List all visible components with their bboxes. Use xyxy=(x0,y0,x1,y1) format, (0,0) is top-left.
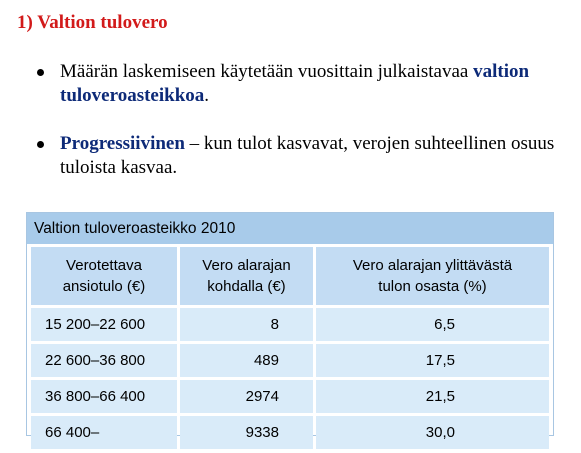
cell-income: 22 600–36 800 xyxy=(31,344,177,377)
cell-base-tax: 8 xyxy=(180,308,313,341)
header-rate xyxy=(316,247,549,305)
cell-income: 66 400– xyxy=(31,416,177,449)
header-rate-line2: tulon osasta (%) xyxy=(378,278,487,295)
header-base-tax-line1: Vero alarajan xyxy=(202,257,291,274)
bullet-1-text: Määrän laskemiseen käytetään vuosittain julkaistavaa xyxy=(60,61,474,82)
cell-rate: 17,5 xyxy=(316,344,549,377)
bullet-1-highlight: valtion tuloveroasteikkoa xyxy=(60,61,530,106)
cell-base-tax: 9338 xyxy=(180,416,313,449)
header-base-tax xyxy=(180,247,313,305)
cell-rate: 21,5 xyxy=(316,380,549,413)
bullet-2-highlight: Progressiivinen xyxy=(60,133,185,154)
cell-income: 15 200–22 600 xyxy=(31,308,177,341)
cell-income: 36 800–66 400 xyxy=(31,380,177,413)
tax-scale-table xyxy=(26,212,554,441)
bullet-2-text: – kun tulot kasvavat, verojen suhteellinen osuus tuloista kasvaa. xyxy=(60,133,555,178)
bullet-item-1 xyxy=(35,60,565,108)
header-base-tax-line2: kohdalla (€) xyxy=(207,278,286,295)
table-caption: Valtion tuloveroasteikko 2010 xyxy=(27,213,553,244)
bullet-1-tail: . xyxy=(204,85,210,106)
bullet-dot-icon xyxy=(37,69,44,76)
header-income-line2: ansiotulo (€) xyxy=(62,278,146,295)
header-rate-line1: Vero alarajan ylittävästä xyxy=(352,257,513,274)
cell-rate: 30,0 xyxy=(316,416,549,449)
cell-rate: 6,5 xyxy=(316,308,549,341)
bullet-dot-icon xyxy=(37,141,44,148)
cell-base-tax: 2974 xyxy=(180,380,313,413)
bullet-item-2 xyxy=(35,132,565,180)
bullet-list xyxy=(35,60,565,180)
section-title: 1) Valtion tulovero xyxy=(17,12,168,33)
table-grid xyxy=(31,247,549,449)
header-income-line1: Verotettava xyxy=(66,257,142,274)
cell-base-tax: 489 xyxy=(180,344,313,377)
header-income xyxy=(31,247,177,305)
